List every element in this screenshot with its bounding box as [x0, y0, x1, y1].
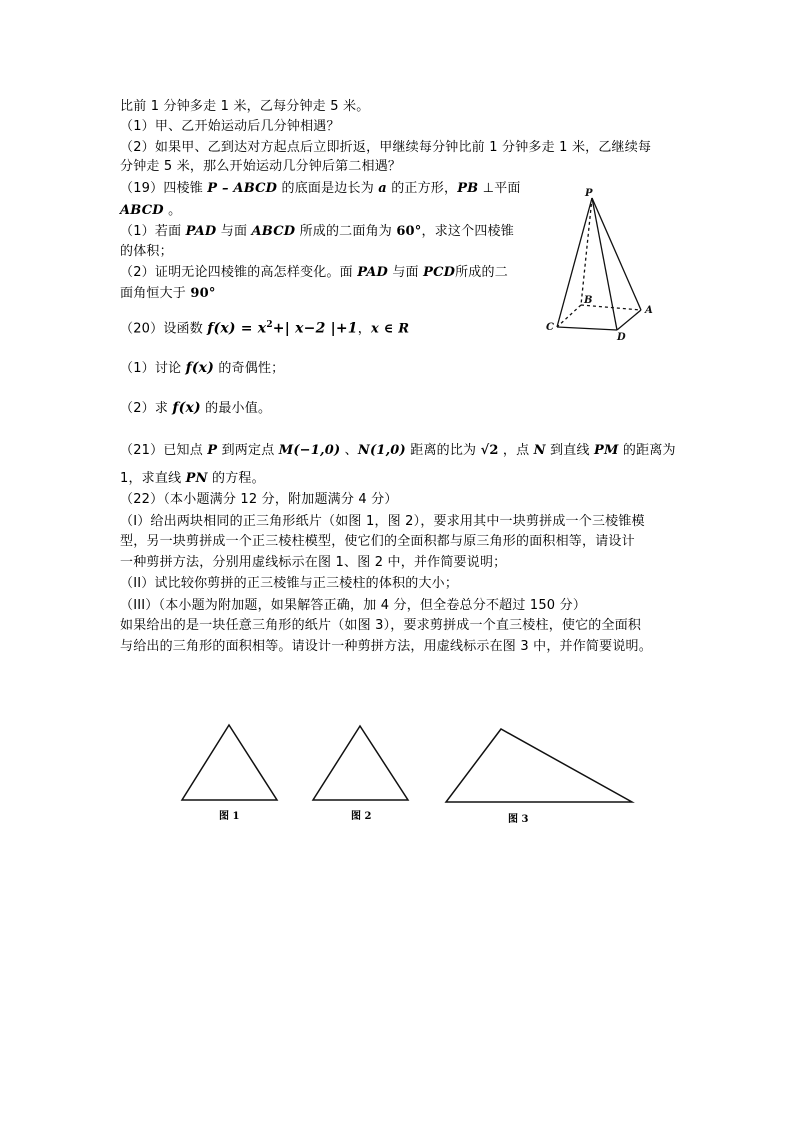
text: 。 — [163, 203, 182, 218]
text: 所成的二 — [455, 265, 508, 280]
problem-22-part-iii-a: 如果给出的是一块任意三角形的纸片（如图 3），要求剪拼成一个直三棱柱，使它的全面积 — [120, 618, 642, 633]
problem-number: （20）设函数 — [120, 321, 208, 337]
math-expression: N — [533, 443, 546, 458]
vertex-label-c: C — [546, 322, 554, 333]
math-expression: PAD — [357, 265, 389, 280]
math-expression: PAD — [185, 224, 217, 239]
text: 的底面是边长为 — [277, 181, 379, 196]
problem-22-part-i-c: 一种剪拼方法，分别用虚线标示在图 1、图 2 中，并作简要说明； — [120, 555, 507, 570]
math-expression: ABCD — [251, 224, 296, 239]
text: ， — [357, 321, 371, 337]
problem-22-part-i-b: 型，另一块剪拼成一个正三棱柱模型，使它们的全面积都与原三角形的面积相等，请设计 — [120, 534, 635, 549]
text: 、 — [340, 443, 358, 458]
math-expression: ABCD — [120, 203, 164, 218]
text: 所成的二面角为 — [295, 224, 397, 239]
math-expression: PN — [185, 471, 208, 486]
figure-3-triangle — [446, 729, 632, 802]
figure-2-label: 图 2 — [351, 811, 372, 822]
figure-1-triangle — [182, 725, 277, 800]
intro-question-2b: 分钟走 5 米，那么开始运动几分钟后第二相遇？ — [120, 159, 402, 174]
text: ⊥平面 — [478, 181, 521, 196]
intro-question-2a: （2）如果甲、乙到达对方起点后立即折返，甲继续每分钟比前 1 分钟多走 1 米，乙继续每 — [120, 140, 652, 155]
vertex-label-d: D — [617, 332, 626, 343]
text: （2）求 — [120, 401, 173, 416]
math-expression: P – ABCD — [207, 181, 278, 196]
text: ，求这个四棱锥 — [421, 224, 514, 239]
problem-19-part-1-cont: 的体积； — [120, 244, 173, 259]
text: （2）证明无论四棱锥的高怎样变化。面 — [120, 265, 358, 280]
math-expression: 90° — [190, 286, 216, 301]
text: 的奇偶性； — [214, 361, 285, 376]
problem-number: （19）四棱锥 — [120, 181, 208, 196]
text: 面角恒大于 — [120, 286, 191, 301]
text: 与面 — [216, 224, 252, 239]
math-expression: x ∈ R — [370, 321, 410, 337]
text: 到直线 — [545, 443, 595, 458]
math-expression: PM — [594, 443, 619, 458]
problem-22-part-ii: （II）试比较你剪拼的正三棱锥与正三棱柱的体积的大小； — [120, 576, 459, 591]
math-expression: PB — [457, 181, 479, 196]
text: 的距离为 — [618, 443, 676, 458]
math-expression: PCD — [423, 265, 456, 280]
figure-3-label: 图 3 — [508, 814, 529, 825]
problem-number: （21）已知点 — [120, 443, 208, 458]
vertex-label-p: P — [585, 188, 593, 199]
problem-22-part-i-a: （I）给出两块相同的正三角形纸片（如图 1，图 2），要求用其中一块剪拼成一个三棱锥模 — [120, 514, 645, 529]
text: 的正方形， — [386, 181, 458, 196]
text: 的最小值。 — [200, 401, 272, 416]
math-expression: M(−1,0) — [278, 443, 341, 458]
figure-2-triangle — [313, 726, 408, 800]
problem-22-part-iii: （III）（本小题为附加题，如果解答正确，加 4 分，但全卷总分不超过 150 分） — [120, 598, 587, 613]
intro-line-1: 比前 1 分钟多走 1 米，乙每分钟走 5 米。 — [120, 99, 370, 114]
vertex-label-b: B — [584, 295, 593, 306]
math-expression: √2 — [480, 443, 499, 458]
math-expression: P — [207, 443, 218, 458]
text: 1，求直线 — [120, 471, 186, 486]
math-expression: a — [378, 181, 387, 196]
text: 距离的比为 — [405, 443, 481, 458]
vertex-label-a: A — [645, 305, 653, 316]
text: （1）若面 — [120, 224, 186, 239]
text: ，点 — [498, 443, 534, 458]
text: 到两定点 — [217, 443, 279, 458]
text: 的方程。 — [207, 471, 265, 486]
math-expression: +| x−2 |+1 — [272, 320, 358, 337]
figure-1-label: 图 1 — [219, 811, 240, 822]
math-expression: f(x) — [185, 360, 215, 376]
math-expression: f(x) — [172, 400, 201, 416]
text: （1）讨论 — [120, 361, 186, 376]
intro-question-1: （1）甲、乙开始运动后几分钟相遇？ — [120, 119, 340, 134]
math-expression: 60° — [396, 224, 422, 239]
exponent: 2 — [266, 320, 273, 330]
math-expression: N(1,0) — [357, 443, 406, 458]
math-expression: f(x) = x — [207, 320, 267, 337]
problem-22-header: （22）（本小题满分 12 分，附加题满分 4 分） — [120, 492, 398, 507]
problem-22-part-iii-b: 与给出的三角形的面积相等。请设计一种剪拼方法，用虚线标示在图 3 中，并作简要说明。 — [120, 639, 652, 654]
text: 与面 — [388, 265, 424, 280]
